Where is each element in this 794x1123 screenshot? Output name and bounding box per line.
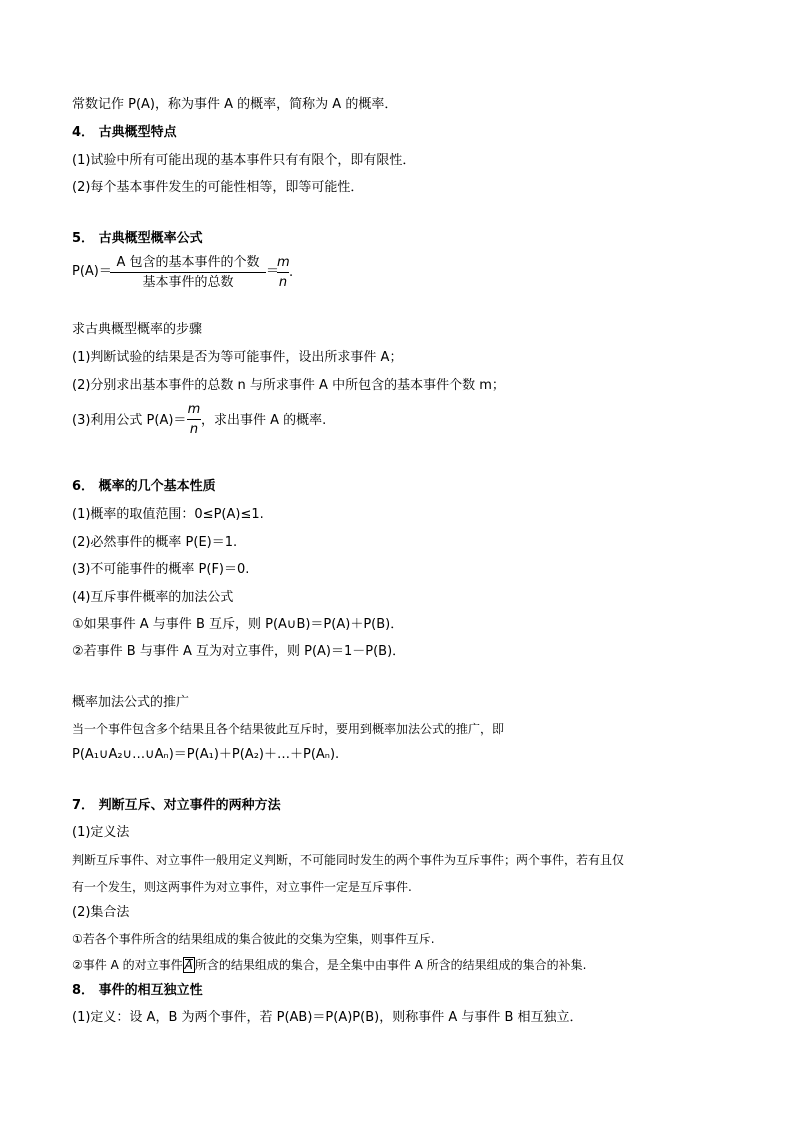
section-8-title: 8． 事件的相互独立性 bbox=[72, 983, 203, 998]
method-2-text-2-post: 所含的结果组成的集合，是全集中由事件 A 所含的结果组成的集合的补集. bbox=[194, 958, 587, 972]
section-6-item-2: (2)必然事件的概率 P(E)＝1. bbox=[72, 535, 238, 550]
section-6-item-3: (3)不可能事件的概率 P(F)＝0. bbox=[72, 562, 250, 577]
section-6-item-4: (4)互斥事件概率的加法公式 bbox=[72, 590, 234, 605]
formula-equals: ＝ bbox=[266, 264, 280, 279]
formula-denominator: 基本事件的总数 bbox=[142, 275, 234, 290]
formula-end: . bbox=[289, 265, 294, 280]
section-6-item-1: (1)概率的取值范围：0≤P(A)≤1. bbox=[72, 507, 264, 522]
section-4-item-2: (2)每个基本事件发生的可能性相等，即等可能性． bbox=[72, 180, 364, 195]
section-8-item-1: (1)定义：设 A，B 为两个事件，若 P(AB)＝P(A)P(B)，则称事件 A 与事件 B 相互独立． bbox=[72, 1010, 583, 1025]
step-1: (1)判断试验的结果是否为等可能事件，设出所求事件 A； bbox=[72, 350, 403, 365]
section-6-item-6: ②若事件 B 与事件 A 互为对立事件，则 P(A)＝1－P(B)． bbox=[72, 644, 406, 659]
formula-numerator: A 包含的基本事件的个数 bbox=[116, 255, 260, 270]
extension-formula: P(A₁∪A₂∪…∪Aₙ)＝P(A₁)＋P(A₂)＋…＋P(Aₙ). bbox=[72, 747, 340, 762]
fraction-bar bbox=[187, 419, 201, 420]
formula-n: n bbox=[278, 275, 288, 290]
step-2: (2)分别求出基本事件的总数 n 与所求事件 A 中所包含的基本事件个数 m； bbox=[72, 378, 505, 393]
method-2-text-1: ①若各个事件所含的结果组成的集合彼此的交集为空集，则事件互斥. bbox=[72, 932, 435, 946]
method-2-title: (2)集合法 bbox=[72, 905, 130, 920]
extension-text: 当一个事件包含多个结果且各个结果彼此互斥时，要用到概率加法公式的推广，即 bbox=[72, 722, 505, 736]
complement-bar bbox=[185, 959, 193, 960]
section-4-item-1: (1)试验中所有可能出现的基本事件只有有限个，即有限性． bbox=[72, 153, 416, 168]
method-1-text-2: 有一个发生，则这两事件为对立事件，对立事件一定是互斥事件. bbox=[72, 880, 412, 894]
step-3-n: n bbox=[189, 422, 199, 437]
step-3-prefix: (3)利用公式 P(A)＝ bbox=[72, 413, 187, 428]
section-4-title: 4． 古典概型特点 bbox=[72, 125, 177, 140]
section-5-title: 5． 古典概型概率公式 bbox=[72, 231, 203, 246]
method-1-text-1: 判断互斥事件、对立事件一般用定义判断，不可能同时发生的两个事件为互斥事件；两个事件，若有且仅 bbox=[72, 853, 625, 867]
formula-lhs: P(A)＝ bbox=[72, 264, 112, 279]
intro-text: 常数记作 P(A)，称为事件 A 的概率，简称为 A 的概率． bbox=[72, 97, 398, 112]
extension-title: 概率加法公式的推广 bbox=[72, 695, 190, 710]
step-3-m: m bbox=[187, 402, 201, 417]
method-2-text-2 bbox=[72, 956, 586, 974]
method-2-text-2-pre: ②事件 A 的对立事件 bbox=[72, 958, 183, 972]
method-1-title: (1)定义法 bbox=[72, 825, 130, 840]
steps-title: 求古典概型概率的步骤 bbox=[72, 322, 203, 337]
fraction-bar bbox=[277, 272, 289, 273]
section-7-title: 7． 判断互斥、对立事件的两种方法 bbox=[72, 798, 281, 813]
fraction-bar bbox=[110, 272, 266, 273]
formula-m: m bbox=[277, 255, 290, 270]
step-3-suffix: ，求出事件 A 的概率. bbox=[201, 413, 327, 428]
complement-a-letter: A bbox=[184, 958, 193, 972]
complement-a bbox=[183, 957, 195, 973]
section-6-title: 6． 概率的几个基本性质 bbox=[72, 479, 216, 494]
section-6-item-5: ①如果事件 A 与事件 B 互斥，则 P(A∪B)＝P(A)＋P(B)． bbox=[72, 617, 404, 632]
